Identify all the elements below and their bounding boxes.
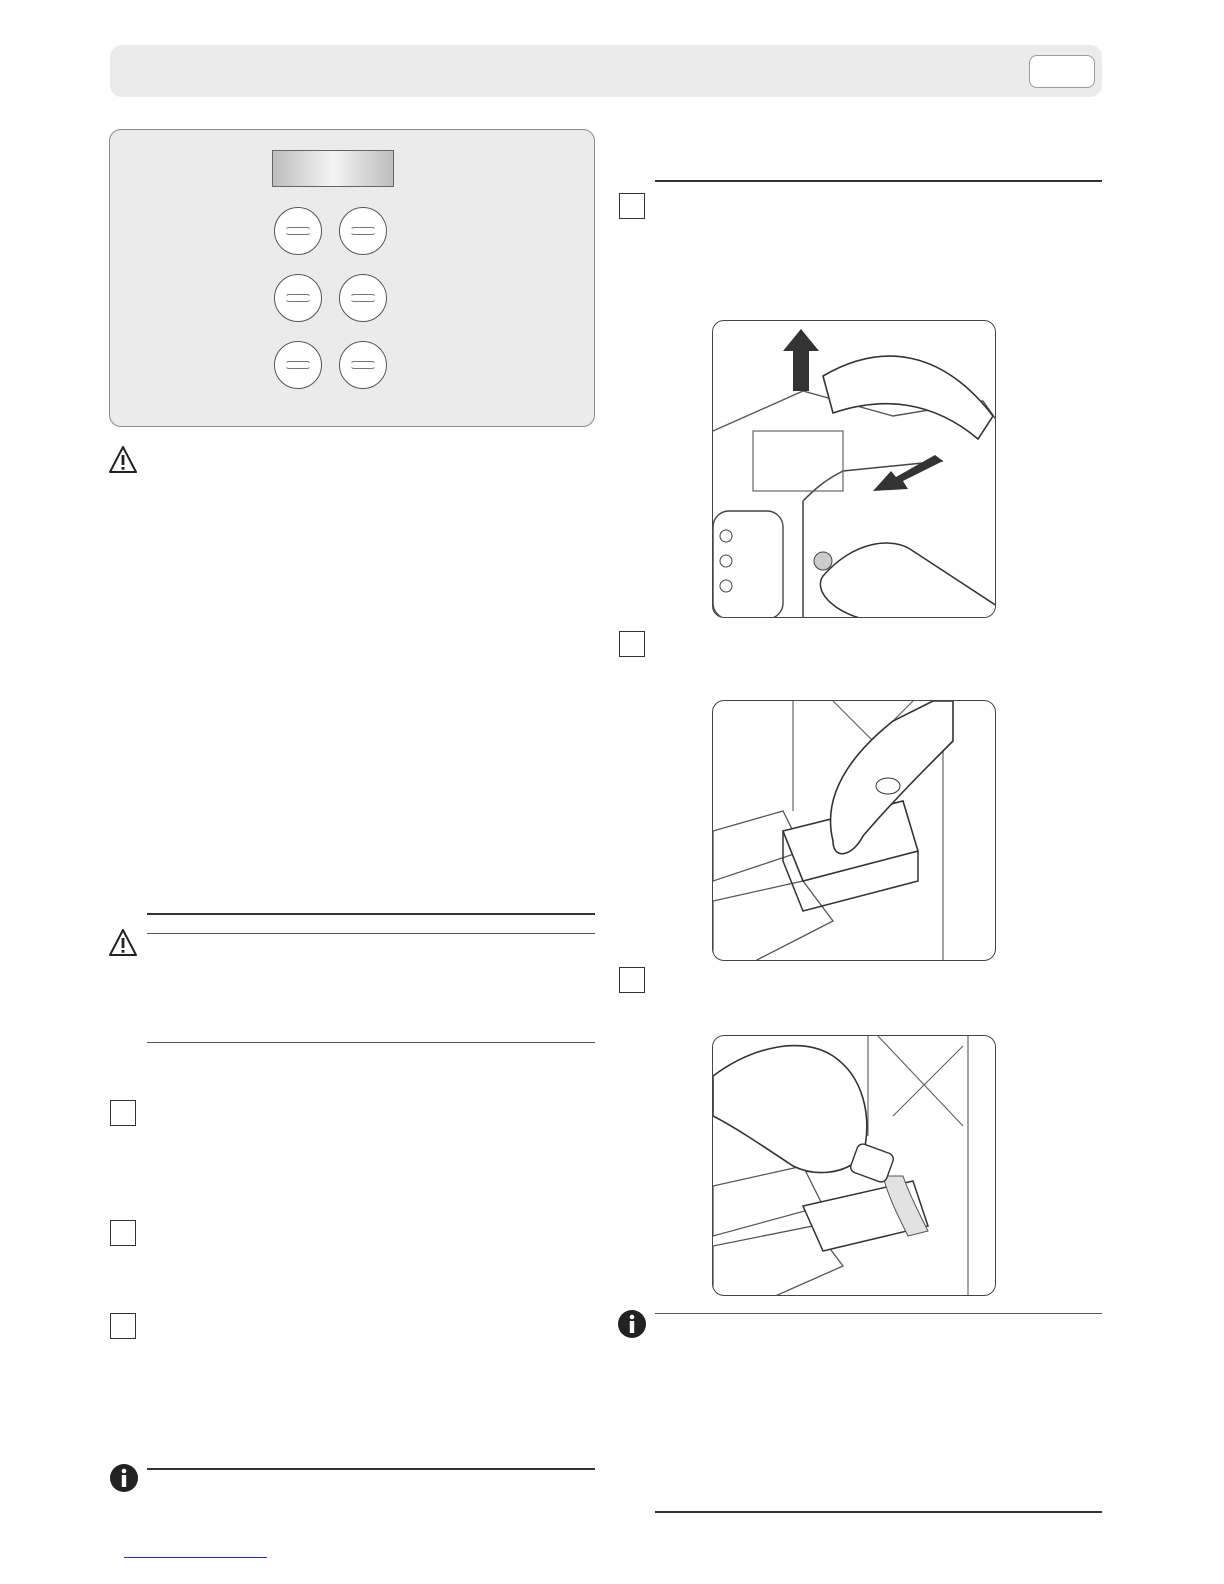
panel-button-6 xyxy=(339,341,387,389)
open-lid-drawing xyxy=(713,321,996,618)
panel-button-1 xyxy=(274,207,322,255)
step-checkbox xyxy=(619,967,645,993)
control-panel-display xyxy=(272,150,394,187)
panel-button-2 xyxy=(339,207,387,255)
info-icon xyxy=(109,1463,139,1493)
button-mark-icon xyxy=(285,361,311,369)
step-checkbox xyxy=(110,1313,136,1339)
section-rule xyxy=(147,1468,595,1470)
step-checkbox xyxy=(110,1100,136,1126)
open-lid-illustration xyxy=(712,320,996,618)
panel-button-4 xyxy=(339,274,387,322)
remove-cap-drawing xyxy=(713,701,996,961)
pour-liquid-illustration xyxy=(712,1035,996,1296)
section-rule xyxy=(655,180,1102,182)
button-mark-icon xyxy=(285,227,311,235)
button-mark-icon xyxy=(350,227,376,235)
pour-liquid-drawing xyxy=(713,1036,996,1296)
section-rule xyxy=(147,933,595,934)
step-checkbox xyxy=(110,1220,136,1246)
section-rule xyxy=(655,1313,1102,1314)
section-rule xyxy=(147,1042,595,1043)
section-rule xyxy=(655,1511,1102,1513)
step-checkbox xyxy=(619,631,645,657)
info-icon xyxy=(617,1309,647,1339)
warning-icon xyxy=(108,445,138,475)
button-mark-icon xyxy=(350,361,376,369)
warning-icon xyxy=(108,928,138,958)
remove-cap-illustration xyxy=(712,700,996,961)
button-mark-icon xyxy=(350,294,376,302)
panel-button-5 xyxy=(274,341,322,389)
footer-link[interactable] xyxy=(124,1557,267,1558)
section-rule xyxy=(147,913,595,915)
header-bar xyxy=(110,45,1102,97)
panel-button-3 xyxy=(274,274,322,322)
button-mark-icon xyxy=(285,294,311,302)
step-checkbox xyxy=(619,193,645,219)
page-number-tab xyxy=(1029,55,1095,88)
